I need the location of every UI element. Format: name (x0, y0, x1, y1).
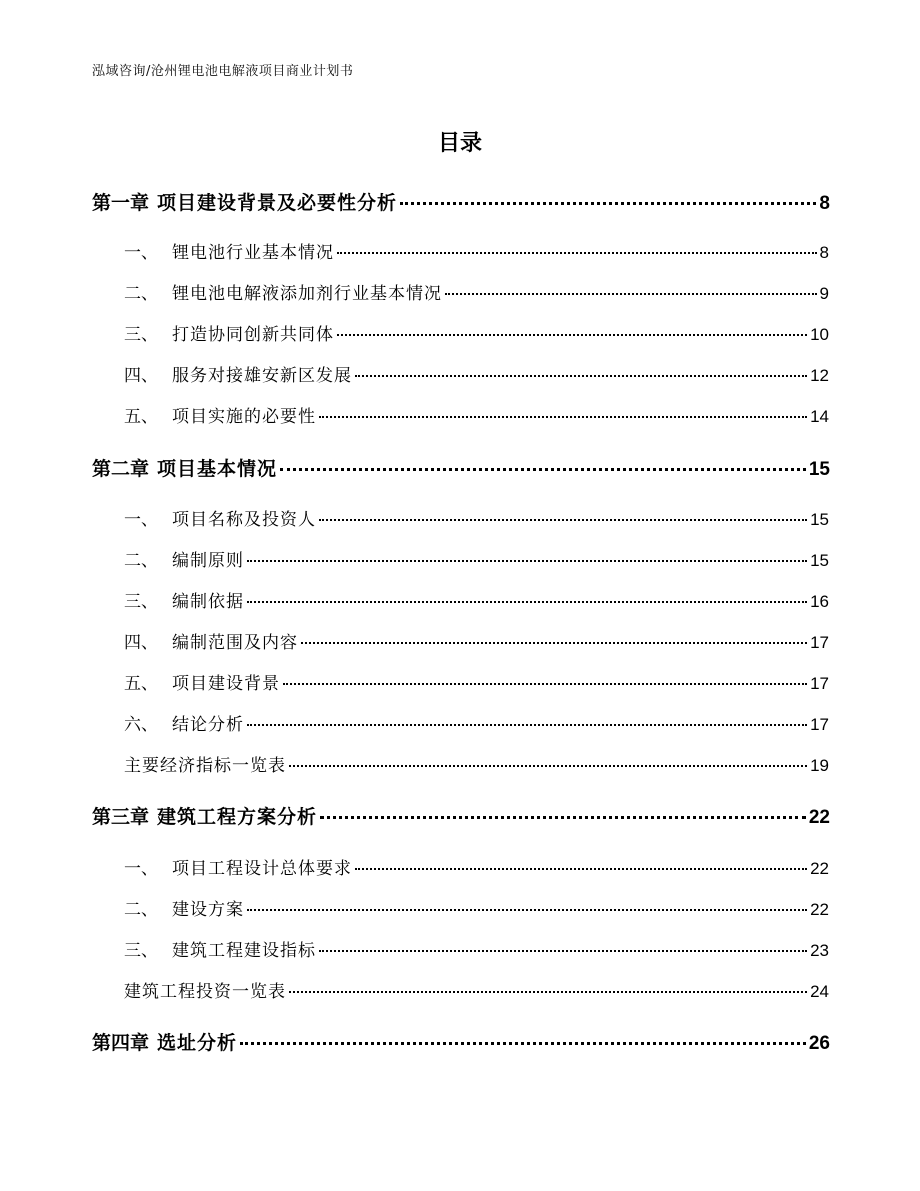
toc-chapter-3[interactable] (92, 802, 830, 829)
toc-page-number: 15 (808, 459, 830, 480)
toc-page-number: 22 (810, 900, 829, 919)
toc-section[interactable] (124, 936, 829, 961)
dot-leader (283, 683, 807, 685)
dot-leader (319, 950, 807, 952)
dot-leader (355, 868, 807, 870)
toc-section[interactable] (124, 279, 829, 304)
toc-prefix: 二、 (124, 900, 158, 920)
toc-prefix: 第一章 (92, 192, 150, 214)
toc-section[interactable] (124, 669, 829, 694)
toc-page-number: 17 (810, 674, 829, 693)
page-title: 目录 (437, 131, 482, 156)
toc-prefix: 第二章 (92, 458, 150, 480)
dot-leader (289, 765, 807, 767)
dot-leader (301, 642, 807, 644)
toc-page-number: 12 (810, 366, 829, 385)
toc-section[interactable] (124, 751, 829, 776)
toc-chapter-1[interactable] (92, 188, 830, 215)
toc-label: 建筑工程方案分析 (157, 806, 318, 828)
toc-page-number: 9 (819, 284, 829, 303)
toc-label: 建筑工程投资一览表 (124, 982, 286, 1002)
toc-prefix: 四、 (124, 366, 158, 386)
dot-leader (320, 816, 806, 819)
dot-leader (400, 202, 816, 205)
dot-leader (280, 468, 806, 471)
toc-page-number: 15 (810, 551, 829, 570)
toc-label: 项目名称及投资人 (172, 510, 316, 530)
toc-label: 选址分析 (157, 1032, 238, 1054)
dot-leader (289, 991, 807, 993)
toc-page-number: 22 (808, 807, 830, 828)
toc-page-number: 26 (808, 1033, 830, 1054)
toc-page-number: 19 (810, 756, 829, 775)
dot-leader (247, 909, 807, 911)
toc-label: 服务对接雄安新区发展 (172, 366, 352, 386)
toc-label: 锂电池电解液添加剂行业基本情况 (172, 284, 442, 304)
toc-label: 项目实施的必要性 (172, 407, 316, 427)
toc-page-number: 23 (810, 941, 829, 960)
toc-label: 结论分析 (172, 715, 244, 735)
toc-prefix: 第四章 (92, 1032, 150, 1054)
dot-leader (247, 601, 807, 603)
toc-chapter-4[interactable] (92, 1028, 830, 1055)
toc-page-number: 17 (810, 715, 829, 734)
dot-leader (355, 375, 807, 377)
toc-label: 建设方案 (172, 900, 244, 920)
toc-page-number: 10 (810, 325, 829, 344)
toc-section[interactable] (124, 710, 829, 735)
toc-chapter-2[interactable] (92, 454, 830, 481)
toc-section[interactable] (124, 238, 829, 263)
toc-label: 项目建设背景及必要性分析 (157, 192, 398, 214)
toc-prefix: 三、 (124, 592, 158, 612)
toc-page-number: 16 (810, 592, 829, 611)
toc-prefix: 三、 (124, 325, 158, 345)
toc-page-number: 8 (819, 193, 830, 214)
dot-leader (319, 519, 807, 521)
toc-label: 编制范围及内容 (172, 633, 298, 653)
toc-prefix: 五、 (124, 674, 158, 694)
toc-section[interactable] (124, 854, 829, 879)
toc-section[interactable] (124, 587, 829, 612)
toc-prefix: 二、 (124, 284, 158, 304)
toc-section[interactable] (124, 361, 829, 386)
toc-label: 锂电池行业基本情况 (172, 243, 334, 263)
toc-section[interactable] (124, 402, 829, 427)
toc-prefix: 二、 (124, 551, 158, 571)
toc-page-number: 14 (810, 407, 829, 426)
toc-label: 编制依据 (172, 592, 244, 612)
toc-prefix: 四、 (124, 633, 158, 653)
dot-leader (240, 1042, 806, 1045)
toc-section[interactable] (124, 628, 829, 653)
toc-label: 建筑工程建设指标 (172, 941, 316, 961)
toc-label: 主要经济指标一览表 (124, 756, 286, 776)
toc-label: 项目建设背景 (172, 674, 280, 694)
dot-leader (247, 560, 807, 562)
toc-page-number: 8 (819, 243, 829, 262)
toc-prefix: 五、 (124, 407, 158, 427)
dot-leader (247, 724, 807, 726)
toc-page-number: 15 (810, 510, 829, 529)
toc-section[interactable] (124, 505, 829, 530)
toc-page-number: 17 (810, 633, 829, 652)
dot-leader (337, 334, 807, 336)
document-header: 泓域咨询/沧州锂电池电解液项目商业计划书 (92, 64, 354, 79)
toc-prefix: 六、 (124, 715, 158, 735)
toc-label: 项目工程设计总体要求 (172, 859, 352, 879)
toc-section[interactable] (124, 977, 829, 1002)
toc-label: 编制原则 (172, 551, 244, 571)
toc-label: 项目基本情况 (157, 458, 278, 480)
dot-leader (445, 293, 817, 295)
dot-leader (319, 416, 807, 418)
toc-page-number: 24 (810, 982, 829, 1001)
dot-leader (337, 252, 817, 254)
toc-section[interactable] (124, 546, 829, 571)
toc-label: 打造协同创新共同体 (172, 325, 334, 345)
toc-section[interactable] (124, 320, 829, 345)
toc-prefix: 一、 (124, 859, 158, 879)
toc-section[interactable] (124, 895, 829, 920)
toc-prefix: 一、 (124, 243, 158, 263)
toc-prefix: 第三章 (92, 806, 150, 828)
toc-prefix: 一、 (124, 510, 158, 530)
toc-prefix: 三、 (124, 941, 158, 961)
toc-page-number: 22 (810, 859, 829, 878)
